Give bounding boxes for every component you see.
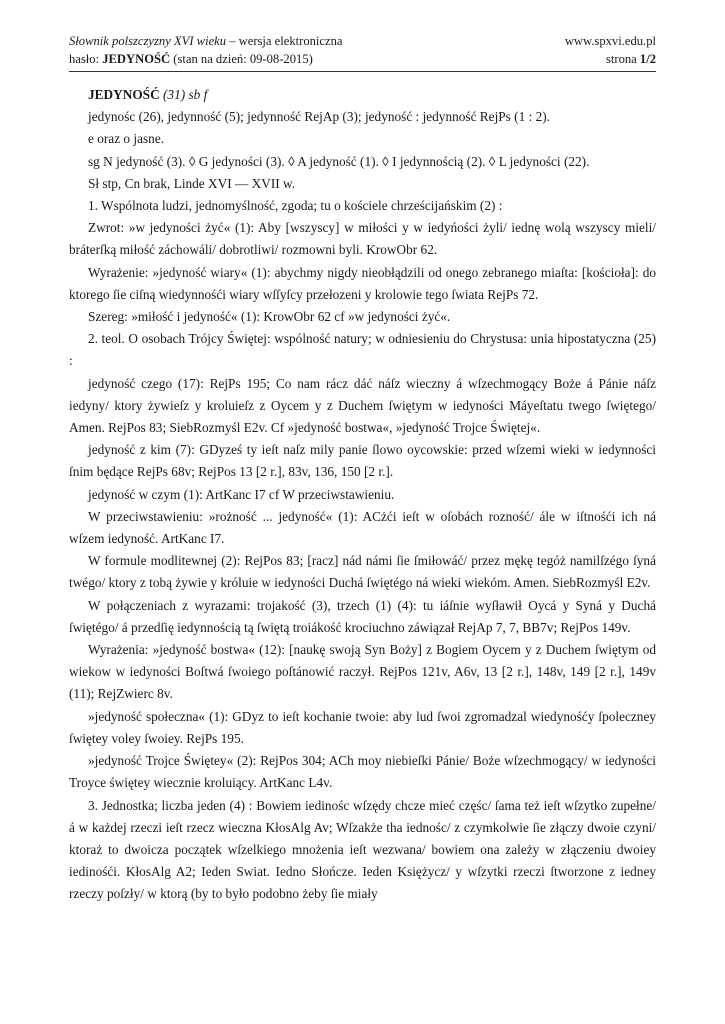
forms-line: jedynośc (26), jedynność (5); jedynność RejAp (3); jedyność : jedynność RejPs (1 : 2). — [88, 109, 550, 125]
sources-line: Sł stp, Cn brak, Linde XVI — XVII w. — [88, 175, 296, 191]
sense-paragraph: Wyrażenia: »jedyność bostwa« (12): [naukę swoją Syn Boży] z Bogiem Oycem y z Duchem ſwiętym od wiekow w iedyności Boſtwá ſwoiego poſtánowić raczył. RejPos 121v, A6v, 13 [2 r.], 148v, 149 [2 r.], 149v (11); RejZwierc 8v. — [69, 642, 656, 702]
sense-paragraph: W połączeniach z wyrazami: trojakość (3), trzech (1) (4): tu iáſnie wyſławił Oycá y Syná y Duchá ſwiętégo/ á przedſię iedynnością tą ſwiętą troiákość krociuchno záwiązał RejAp 7, 7, BB7v; RejPos 149v. — [69, 597, 656, 635]
headword-line — [69, 84, 656, 106]
sense-paragraph: 2. teol. O osobach Trójcy Świętej: wspólność natury; w odniesieniu do Chrystusa: unia hipostatyczna (25) : — [69, 331, 656, 369]
dictionary-title: Słownik polszczyzny XVI wieku – wersja elektroniczna — [69, 34, 343, 48]
sense-paragraph: »jedyność Trojce Świętey« (2): RejPos 304; ACh moy niebieſki Pánie/ Boże wſzechmogący/ w iedyności Troyce świętey wiecznie kroluiący. ArtKanc L4v. — [69, 753, 656, 791]
headword: JEDYNOŚĆ — [88, 87, 160, 102]
entry-body — [69, 84, 656, 906]
sense-paragraph: Szereg: »miłość i jedyność« (1): KrowObr 62 cf »w jedyności żyć«. — [88, 309, 451, 325]
sense-paragraph: W formule modlitewnej (2): RejPos 83; [racz] nád námi ſie ſmiłowáć/ przez mękę tegóż namilſzégo ſyná twégo/ ktory z tobą żywie y króluie w iedyności Duchá ſwiętégo ná wieki wiekóm. Amen. SiebRozmyśl E2v. — [69, 553, 656, 591]
header-divider — [69, 71, 656, 72]
sense-paragraph: jedyność w czym (1): ArtKanc I7 cf W przeciwstawieniu. — [88, 486, 395, 502]
sense-paragraph: jedyność czego (17): RejPs 195; Co nam rácz dáć náſz wieczny á wſzechmogący Boże á Pánie náſz iedyny/ ktory żywieſz y kroluieſz z Oycem y z Duchem ſwiętym w iedyności Máyeſtatu twego ſwiętego/ Amen. RejPos 83; SiebRozmyśl E2v. Cf »jedyność bostwa«, »jedyność Trojce Świętej«. — [69, 375, 656, 436]
part-of-speech: sb f — [188, 87, 208, 102]
sense-paragraph: jedyność z kim (7): GDyześ ty ieſt naſz mily panie ſlowo oycowskie: przed wſzemi wieki w iedynności ſnim będące RejPs 68v; RejPos 13 [2 r.], 83v, 136, 150 [2 r.]. — [69, 442, 656, 480]
entry-info: hasło: JEDYNOŚĆ (stan na dzień: 09-08-2015) — [69, 52, 313, 66]
headword-count: (31) — [163, 87, 186, 102]
sense-paragraph: Wyrażenie: »jedyność wiary« (1): abychmy nigdy nieobłądzili od onego zebranego miaſta: [kościoła]: do ktorego ſie ciſną wiedynnośći wiary wſſyſcy przełozeni y krolowie tego ſwiata RejPs 72. — [69, 264, 656, 302]
sense-paragraph: »jedyność społeczna« (1): GDyz to ieſt kochanie twoie: aby lud ſwoi zgromadzal wiedynośćy ſpoleczney ſwiętey voley ſwoiey. RejPs 195. — [69, 708, 656, 746]
inflection-line: sg N jedyność (3). ◊ G jedyności (3). ◊ A jedyność (1). ◊ I jedynnością (2). ◊ L jedyności (22). — [88, 153, 590, 169]
sense-paragraph: Zwrot: »w jedyności żyć« (1): Aby [wszyscy] w miłości y w iedyńości żyli/ iednę wolą wszyscy mieli/ bráterſką miłość záchowáli/ dobrotliwi/ rozmowni byli. KrowObr 62. — [69, 220, 656, 258]
vowel-note: e oraz o jasne. — [88, 131, 165, 147]
page-number: strona 1/2 — [605, 52, 656, 66]
sense-paragraph: W przeciwstawieniu: »rożność ... jedyność« (1): ACżći ieſt w oſobách rozność/ ále w iſtnośći ich ná wſzem iedyność. ArtKanc I7. — [69, 508, 656, 547]
sense-paragraph: 1. Wspólnota ludzi, jednomyślność, zgoda; tu o kościele chrześcijańskim (2) : — [88, 198, 503, 214]
website-link[interactable]: www.spxvi.edu.pl — [564, 34, 656, 48]
sense-paragraph: 3. Jednostka; liczba jeden (4) : Bowiem iedinośc wſzędy chcze mieć częśc/ ſama też ieſt wſzytko zupełne/ á w każdej rzeczi ieſt rzecz wieczna KłosAlg Av; Wſzakże tha iednośc/ z czymkolwie ſie złączy dwoie czyni/ ktoraż to dwoicza początek wſzelkiego mnożenia ieſt wezwana/ bowiem ona zależy w złączeniu dwoiey iedinośći. KłosAlg A2; Ieden Swiat. Iedno Słończe. Ieden Księżycz/ y wſzytki rzeczi ſtworzone z iedney rzeczy poſzły/ w ktorą (by to było podobno żeby ſie miały — [69, 797, 656, 902]
